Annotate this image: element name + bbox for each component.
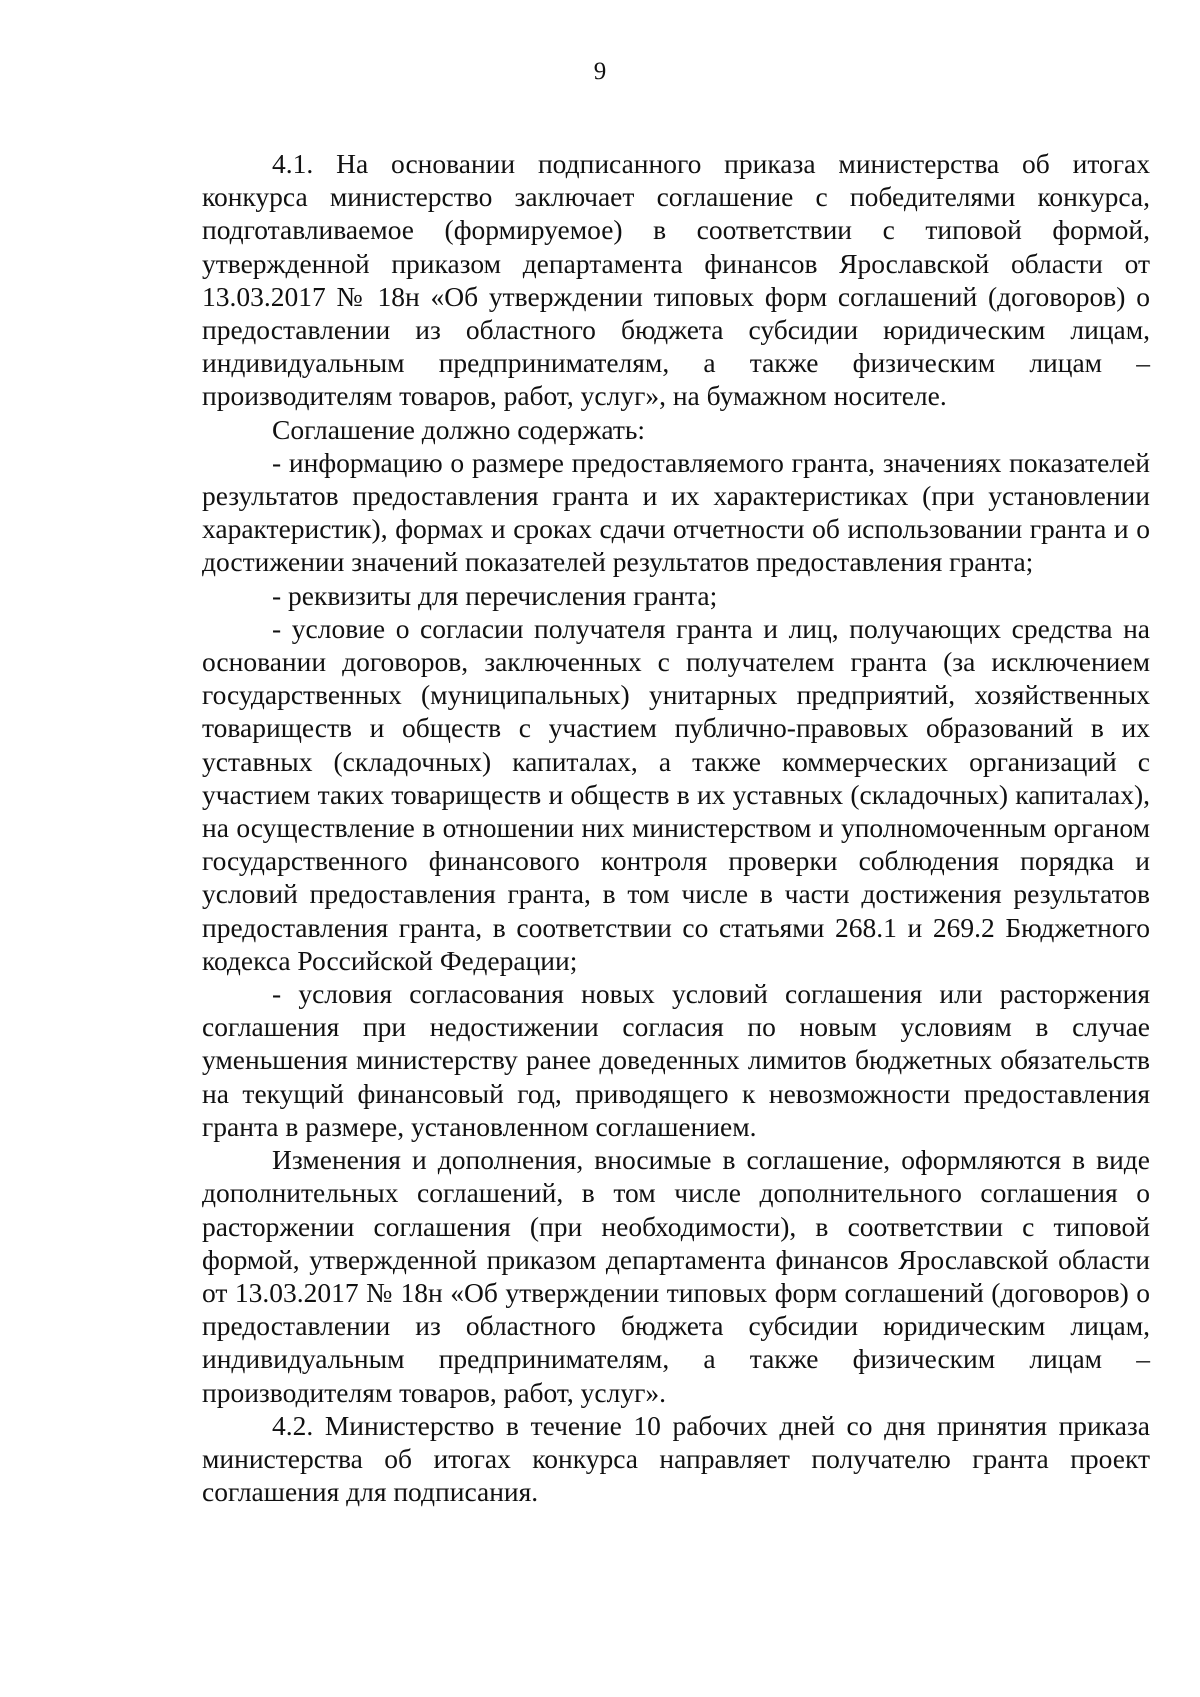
paragraph-agreement-contents-intro: Соглашение должно содержать: bbox=[272, 413, 646, 445]
page-number: 9 bbox=[593, 58, 607, 85]
paragraph-4-1: 4.1. На основании подписанного приказа министерства об итогах конкурса министерство заключает соглашение с победителями конкурса, подготавливаемое (формируемое) в соответствии с типовой формой, утвержденной приказом департамента финансов Ярославской области от 13.03.2017 № 18н «Об утверждении типовых форм соглашений (договоров) о предоставлении из областного бюджета субсидии юридическим лицам, индивидуальным предпринимателям, а также физическим лицам – производителям товаров, работ, услуг», на бумажном носителе. bbox=[202, 148, 1150, 412]
list-item-inspection-consent: - условие о согласии получателя гранта и лиц, получающих средства на основании договоров, заключенных с получателем гранта (за исключением государственных (муниципальных) унитарных предприятий, хозяйственных товариществ и обществ с участием публично-правовых образований в их уставных (складочных) капиталах, а также коммерческих организаций с участием таких товариществ и обществ в их уставных (складочных) капиталах), на осуществление в отношении них министерством и уполномоченным органом государственного финансового контроля проверки соблюдения порядка и условий предоставления гранта, в том числе в части достижения результатов предоставления гранта, в соответствии со статьями 268.1 и 269.2 Бюджетного кодекса Российской Федерации; bbox=[202, 612, 1150, 976]
paragraph-4-2: 4.2. Министерство в течение 10 рабочих дней со дня принятия приказа министерства об итогах конкурса направляет получателю гранта проект соглашения для подписания. bbox=[202, 1409, 1150, 1508]
list-item-bank-details: - реквизиты для перечисления гранта; bbox=[272, 579, 718, 611]
document-body bbox=[202, 147, 1150, 1508]
list-item-renegotiation-terms: - условия согласования новых условий соглашения или расторжения соглашения при недостижении согласия по новым условиям в случае уменьшения министерству ранее доведенных лимитов бюджетных обязательств на текущий финансовый год, приводящего к невозможности предоставления гранта в размере, установленном соглашением. bbox=[202, 978, 1150, 1142]
list-item-grant-information: - информацию о размере предоставляемого гранта, значениях показателей результатов предоставления гранта и их характеристиках (при установлении характеристик), формах и сроках сдачи отчетности об использовании гранта и о достижении значений показателей результатов предоставления гранта; bbox=[202, 446, 1150, 578]
paragraph-amendments: Изменения и дополнения, вносимые в соглашение, оформляются в виде дополнительных соглашений, в том числе дополнительного соглашения о расторжении соглашения (при необходимости), в соответствии с типовой формой, утвержденной приказом департамента финансов Ярославской области от 13.03.2017 № 18н «Об утверждении типовых форм соглашений (договоров) о предоставлении из областного бюджета субсидии юридическим лицам, индивидуальным предпринимателям, а также физическим лицам – производителям товаров, работ, услуг». bbox=[202, 1144, 1150, 1408]
